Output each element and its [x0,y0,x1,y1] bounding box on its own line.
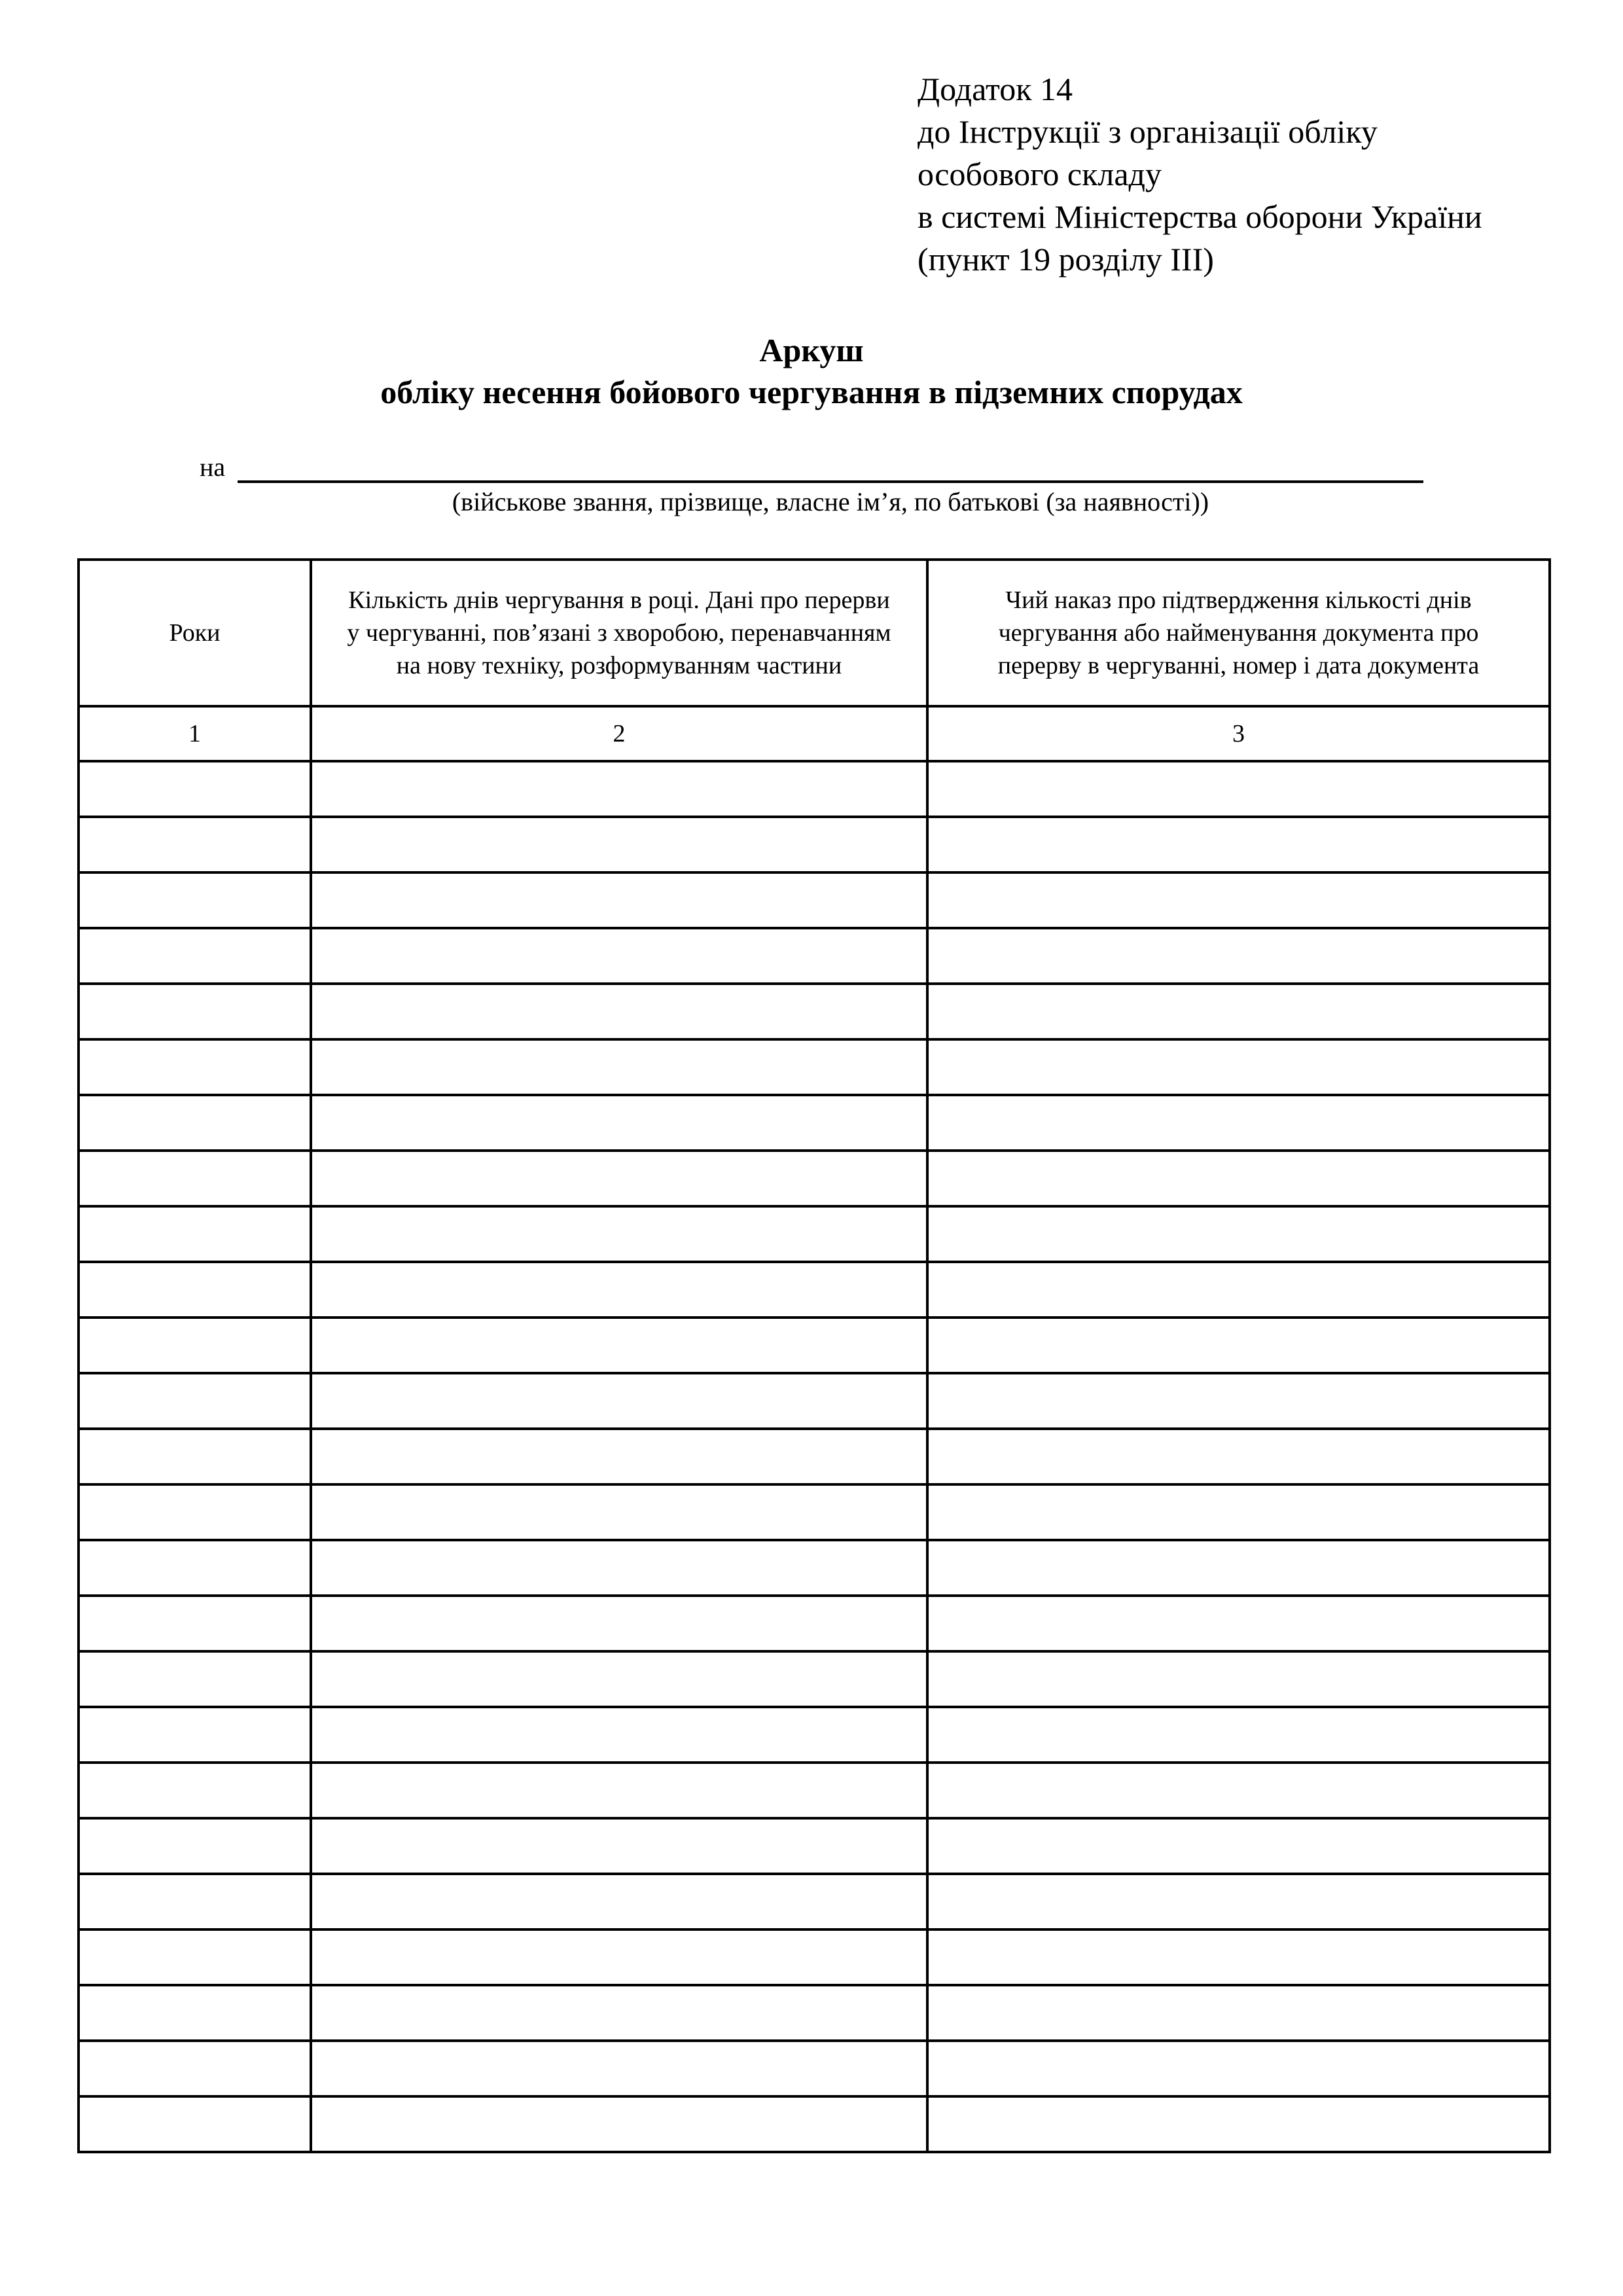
cell-year[interactable] [79,1206,311,1262]
cell-order-document[interactable] [927,872,1550,928]
cell-order-document[interactable] [927,1818,1550,1874]
cell-order-document[interactable] [927,1707,1550,1763]
cell-duty-days[interactable] [311,817,927,872]
cell-duty-days[interactable] [311,1985,927,2041]
cell-duty-days[interactable] [311,1929,927,1985]
cell-year[interactable] [79,1763,311,1818]
cell-order-document[interactable] [927,2041,1550,2096]
cell-year[interactable] [79,1929,311,1985]
header-text: чергування або найменування документа про [998,619,1479,647]
table-row [79,1596,1550,1651]
cell-duty-days[interactable] [311,1818,927,1874]
recipient-prefix: на [200,452,226,482]
cell-duty-days[interactable] [311,1206,927,1262]
cell-duty-days[interactable] [311,1596,927,1651]
cell-duty-days[interactable] [311,2041,927,2096]
cell-year[interactable] [79,817,311,872]
cell-order-document[interactable] [927,1929,1550,1985]
cell-year[interactable] [79,1818,311,1874]
cell-year[interactable] [79,1484,311,1540]
cell-order-document[interactable] [927,1429,1550,1484]
cell-order-document[interactable] [927,1540,1550,1596]
table-row [79,1763,1550,1818]
table-row [79,2096,1550,2152]
header-text: у чергуванні, пов’язані з хворобою, перенавчанням [347,619,891,647]
cell-order-document[interactable] [927,1985,1550,2041]
annex-line: особового складу [918,156,1162,192]
table-row [79,1318,1550,1373]
cell-order-document[interactable] [927,1373,1550,1429]
cell-order-document[interactable] [927,1763,1550,1818]
cell-duty-days[interactable] [311,1874,927,1929]
table-row [79,1484,1550,1540]
cell-order-document[interactable] [927,2096,1550,2152]
cell-year[interactable] [79,1985,311,2041]
cell-duty-days[interactable] [311,1318,927,1373]
annex-line: Додаток 14 [918,71,1073,107]
cell-year[interactable] [79,1262,311,1318]
table-row [79,1373,1550,1429]
title-line-1: Аркуш [759,332,864,368]
header-text: Роки [169,619,221,647]
table-row [79,2041,1550,2096]
cell-duty-days[interactable] [311,2096,927,2152]
cell-duty-days[interactable] [311,1429,927,1484]
table-row [79,1874,1550,1929]
cell-year[interactable] [79,1095,311,1151]
column-number-row [79,706,1550,761]
cell-duty-days[interactable] [311,984,927,1039]
cell-duty-days[interactable] [311,761,927,817]
table-row [79,1929,1550,1985]
cell-order-document[interactable] [927,984,1550,1039]
duty-record-table [77,558,1551,2153]
column-number: 2 [311,706,927,761]
cell-year[interactable] [79,761,311,817]
recipient-caption: (військове звання, прізвище, власне ім’я, по батькові (за наявності)) [452,487,1209,516]
cell-order-document[interactable] [927,1151,1550,1206]
cell-order-document[interactable] [927,1651,1550,1707]
cell-duty-days[interactable] [311,1707,927,1763]
table-row [79,1151,1550,1206]
column-number: 1 [79,706,311,761]
annex-line: до Інструкції з організації обліку [918,113,1378,150]
cell-year[interactable] [79,872,311,928]
cell-year[interactable] [79,2041,311,2096]
cell-year[interactable] [79,2096,311,2152]
header-text: Кількість днів чергування в році. Дані про перерви [348,586,890,614]
cell-duty-days[interactable] [311,1484,927,1540]
cell-duty-days[interactable] [311,1039,927,1095]
cell-year[interactable] [79,1318,311,1373]
cell-year[interactable] [79,1039,311,1095]
header-text: перерву в чергуванні, номер і дата документа [997,652,1480,679]
cell-order-document[interactable] [927,1206,1550,1262]
cell-order-document[interactable] [927,1039,1550,1095]
table-row [79,817,1550,872]
table-row [79,1818,1550,1874]
annex-line: в системі Міністерства оборони України [918,198,1482,235]
cell-year[interactable] [79,1596,311,1651]
table-row [79,1429,1550,1484]
header-text: на нову техніку, розформуванням частини [396,652,842,679]
document-title [0,329,1623,413]
table-row [79,1707,1550,1763]
column-number: 3 [927,706,1550,761]
cell-duty-days[interactable] [311,872,927,928]
cell-duty-days[interactable] [311,1095,927,1151]
cell-year[interactable] [79,1651,311,1707]
cell-duty-days[interactable] [311,1262,927,1318]
cell-duty-days[interactable] [311,1651,927,1707]
cell-duty-days[interactable] [311,1540,927,1596]
table-row [79,1985,1550,2041]
cell-year[interactable] [79,1707,311,1763]
cell-duty-days[interactable] [311,1373,927,1429]
table-row [79,1039,1550,1095]
cell-order-document[interactable] [927,1874,1550,1929]
table-row [79,928,1550,984]
table-row [79,1540,1550,1596]
cell-year[interactable] [79,1540,311,1596]
table-row [79,984,1550,1039]
cell-order-document[interactable] [927,1262,1550,1318]
cell-order-document[interactable] [927,1596,1550,1651]
cell-duty-days[interactable] [311,1151,927,1206]
table-row [79,1262,1550,1318]
header-years [79,560,311,706]
table-row [79,1206,1550,1262]
header-text: Чий наказ про підтвердження кількості днів [1005,586,1472,614]
recipient-field[interactable] [238,480,1423,483]
table-row [79,872,1550,928]
table-header-row [79,560,1550,706]
cell-duty-days[interactable] [311,1763,927,1818]
cell-year[interactable] [79,1151,311,1206]
cell-order-document[interactable] [927,1095,1550,1151]
annex-line: (пункт 19 розділу ІІІ) [918,241,1214,278]
cell-year[interactable] [79,928,311,984]
cell-order-document[interactable] [927,817,1550,872]
cell-year[interactable] [79,1373,311,1429]
cell-order-document[interactable] [927,761,1550,817]
cell-year[interactable] [79,1429,311,1484]
table-row [79,761,1550,817]
cell-year[interactable] [79,1874,311,1929]
cell-order-document[interactable] [927,928,1550,984]
table-row [79,1095,1550,1151]
annex-reference [918,68,1482,281]
header-duty-days [311,560,927,706]
cell-duty-days[interactable] [311,928,927,984]
cell-order-document[interactable] [927,1484,1550,1540]
table-row [79,1651,1550,1707]
cell-year[interactable] [79,984,311,1039]
title-line-2: обліку несення бойового чергування в підземних спорудах [380,374,1243,410]
cell-order-document[interactable] [927,1318,1550,1373]
header-order-document [927,560,1550,706]
